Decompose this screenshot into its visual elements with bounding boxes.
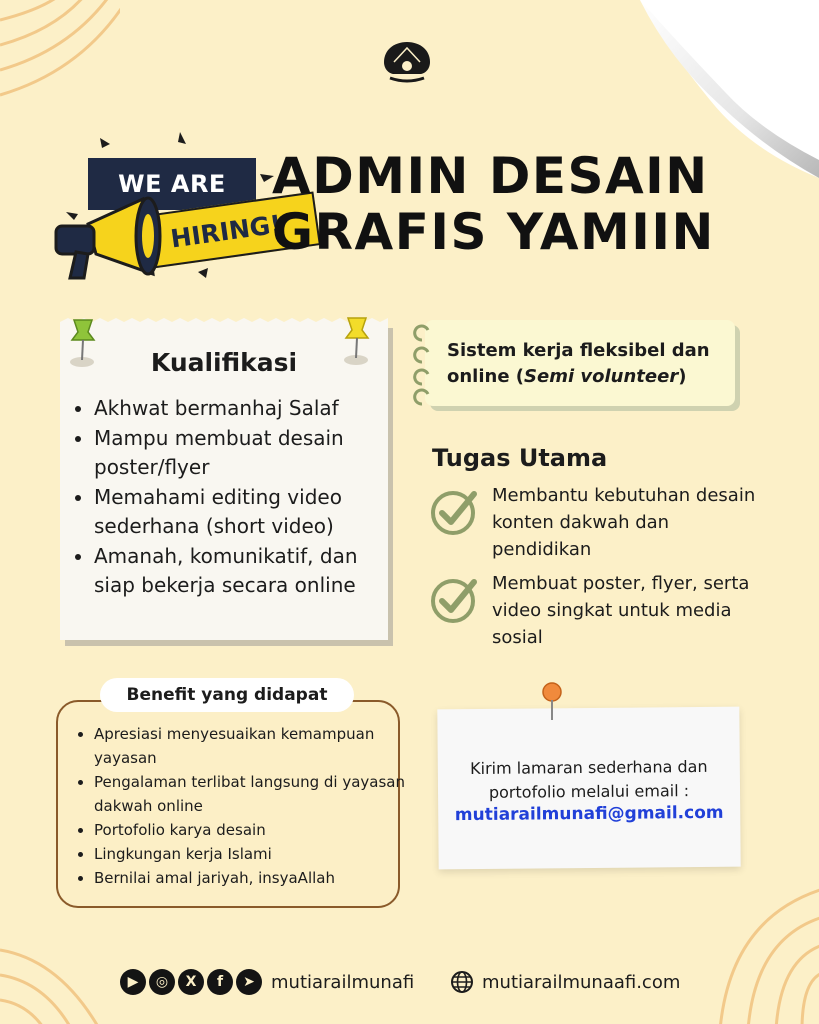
list-item: • Lingkungan kerja Islami [94,842,412,866]
sistem-kerja-card [425,320,735,406]
kualifikasi-title: Kualifikasi [150,348,298,377]
social-footer [120,966,414,998]
spiral-binding-decoration [410,322,436,406]
green-pushpin-icon [66,318,100,368]
page-title [272,148,812,260]
tugas-text: Membuat poster, flyer, serta video singkat untuk media sosial [492,573,750,648]
list-item: • Apresiasi menyesuaikan kemampuan yayasan [94,722,412,770]
sistem-kerja-text [447,338,733,390]
website-link[interactable]: mutiarailmunaafi.com [482,971,681,993]
list-item: • Amanah, komunikatif, dan siap bekerja secara online [94,542,404,600]
title-line-1: ADMIN DESAIN [272,147,709,205]
list-item: • Portofolio karya desain [94,818,412,842]
instagram-icon[interactable]: ◎ [149,969,175,995]
youtube-icon[interactable]: ▶ [120,969,146,995]
yellow-pushpin-icon [340,316,374,366]
kirim-lamaran-card [437,707,740,870]
benefit-card [56,700,405,908]
website-footer [450,966,680,998]
list-item: • Bernilai amal jariyah, insyaAllah [94,866,412,890]
sistem-text: Sistem kerja fleksibel dan online ( [447,340,710,387]
social-handle[interactable]: mutiarailmunafi [271,971,415,993]
decor-curves-bottom-left [0,920,140,1024]
kualifikasi-card [60,322,388,640]
hiring-label: HIRING! [131,191,321,270]
decor-curves-bottom-right [700,880,819,1024]
title-line-2: GRAFIS YAMIIN [272,203,715,261]
globe-icon [450,970,474,994]
tugas-text: Membantu kebutuhan desain konten dakwah dan pendidikan [492,485,756,560]
list-item: • Mampu membuat desain poster/flyer [94,424,404,482]
we-are-label: WE ARE [88,158,256,210]
check-circle-icon [430,574,480,624]
kirim-text: Kirim lamaran sederhana dan portofolio melalui email : [470,756,708,802]
benefit-title: Benefit yang didapat [100,678,354,712]
list-item: • Pengalaman terlibat langsung di yayasan dakwah online [94,770,412,818]
decor-curves-top-left [0,0,120,110]
list-item: • Memahami editing video sederhana (short video) [94,483,404,541]
sistem-emphasis: Semi volunteer [524,366,679,387]
hiring-badge [48,132,284,282]
orange-pushpin-icon [538,682,568,726]
email-link[interactable]: mutiarailmunafi@gmail.com [454,802,724,826]
telegram-icon[interactable]: ➤ [236,969,262,995]
sistem-close: ) [678,366,687,387]
benefit-list [76,722,412,890]
torn-edge-decoration [60,318,388,326]
kualifikasi-list [74,394,404,601]
shell-logo-icon [380,40,434,84]
megaphone-icon [48,194,178,284]
tugas-title: Tugas Utama [432,444,608,472]
facebook-icon[interactable]: f [207,969,233,995]
list-item: • Akhwat bermanhaj Salaf [94,394,404,423]
check-circle-icon [430,486,480,536]
x-icon[interactable]: X [178,969,204,995]
